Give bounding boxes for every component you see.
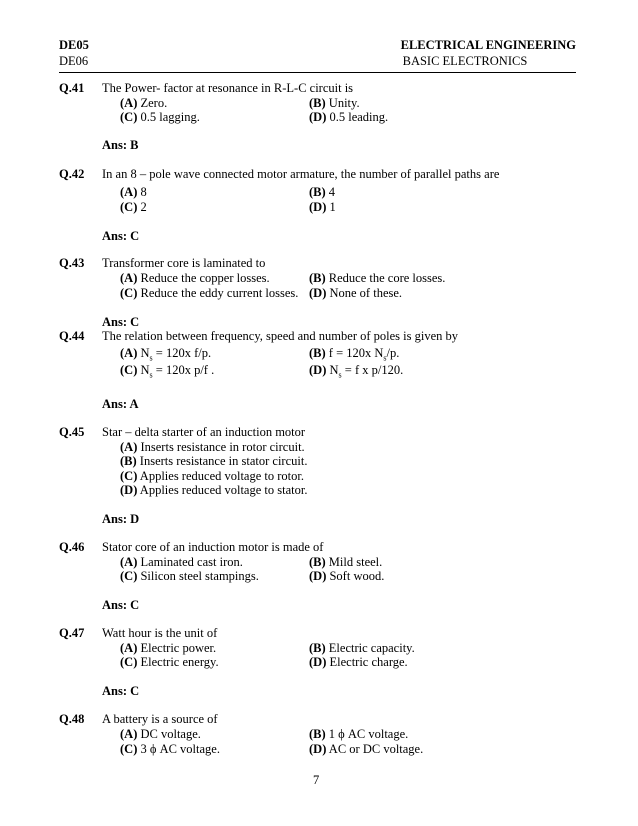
subject-title-1: ELECTRICAL ENGINEERING	[400, 38, 576, 52]
option-c: (C) 3 ϕ AC voltage.	[120, 742, 220, 756]
header-rule	[59, 72, 576, 73]
question-number: Q.47	[59, 626, 85, 640]
answer: Ans: A	[102, 397, 139, 411]
question-text: Star – delta starter of an induction motor	[102, 425, 306, 439]
answer: Ans: C	[102, 229, 140, 243]
option-d: (D) 0.5 leading.	[309, 110, 389, 124]
option-c: (C) 0.5 lagging.	[120, 110, 200, 124]
answer: Ans: B	[102, 138, 139, 152]
question-number: Q.41	[59, 81, 85, 95]
option-b: (B) 4	[309, 185, 336, 199]
question-number: Q.42	[59, 167, 85, 181]
option-b: (B) Inserts resistance in stator circuit.	[120, 454, 308, 468]
course-code-1: DE05	[59, 38, 89, 52]
header-left	[59, 37, 89, 69]
option-c: (C) Electric energy.	[120, 655, 219, 669]
option-b: (B) 1 ϕ AC voltage.	[309, 727, 409, 741]
option-a: (A) $N_s = 120x$ f/p.	[120, 346, 212, 363]
answer: Ans: D	[102, 512, 140, 526]
question-text: Transformer core is laminated to	[102, 256, 266, 270]
question-number: Q.43	[59, 256, 85, 270]
option-a: (A) Laminated cast iron.	[120, 555, 243, 569]
option-d: (D) 1	[309, 200, 336, 214]
question-number: Q.48	[59, 712, 85, 726]
question-text: The relation between frequency, speed and number of poles is given by	[102, 329, 459, 343]
question-text: Stator core of an induction motor is made of	[102, 540, 324, 554]
option-b: (B) Unity.	[309, 96, 360, 110]
option-d: (D) AC or DC voltage.	[309, 742, 424, 756]
option-b: (B) Mild steel.	[309, 555, 383, 569]
page-number: 7	[313, 773, 320, 787]
question-text: Watt hour is the unit of	[102, 626, 218, 640]
option-b: (B) Reduce the core losses.	[309, 271, 446, 285]
option-d: (D) Electric charge.	[309, 655, 408, 669]
option-d: (D) Applies reduced voltage to stator.	[120, 483, 308, 497]
question-number: Q.44	[59, 329, 85, 343]
option-c: (C) Reduce the eddy current losses.	[120, 286, 299, 300]
option-a: (A) Zero.	[120, 96, 168, 110]
question-number: Q.46	[59, 540, 85, 554]
option-d: (D) None of these.	[309, 286, 403, 300]
option-c: (C) Applies reduced voltage to rotor.	[120, 469, 304, 483]
option-a: (A) Reduce the copper losses.	[120, 271, 270, 285]
option-a: (A) Electric power.	[120, 641, 217, 655]
option-a: (A) DC voltage.	[120, 727, 201, 741]
option-d: (D) $N_s = f$ x p/120.	[309, 363, 404, 380]
question-number: Q.45	[59, 425, 85, 439]
option-b: (B) Electric capacity.	[309, 641, 415, 655]
option-a: (A) Inserts resistance in rotor circuit.	[120, 440, 305, 454]
answer: Ans: C	[102, 684, 140, 698]
header-right	[401, 37, 576, 69]
option-c: (C) 2	[120, 200, 147, 214]
option-d: (D) Soft wood.	[309, 569, 385, 583]
question-text: The Power- factor at resonance in R-L-C circuit is	[102, 81, 354, 95]
question-text: In an 8 – pole wave connected motor armature, the number of parallel paths are	[102, 167, 500, 181]
answer: Ans: C	[102, 315, 140, 329]
course-code-2: DE06	[59, 54, 89, 68]
option-b: (B) f = 120x $N_s/p$.	[309, 346, 400, 363]
option-c: (C) Silicon steel stampings.	[120, 569, 259, 583]
subject-title-2: BASIC ELECTRONICS	[402, 54, 528, 68]
question-text: A battery is a source of	[102, 712, 218, 726]
option-a: (A) 8	[120, 185, 147, 199]
answer: Ans: C	[102, 598, 140, 612]
option-c: (C) $N_s = 120x$ p/f .	[120, 363, 215, 380]
